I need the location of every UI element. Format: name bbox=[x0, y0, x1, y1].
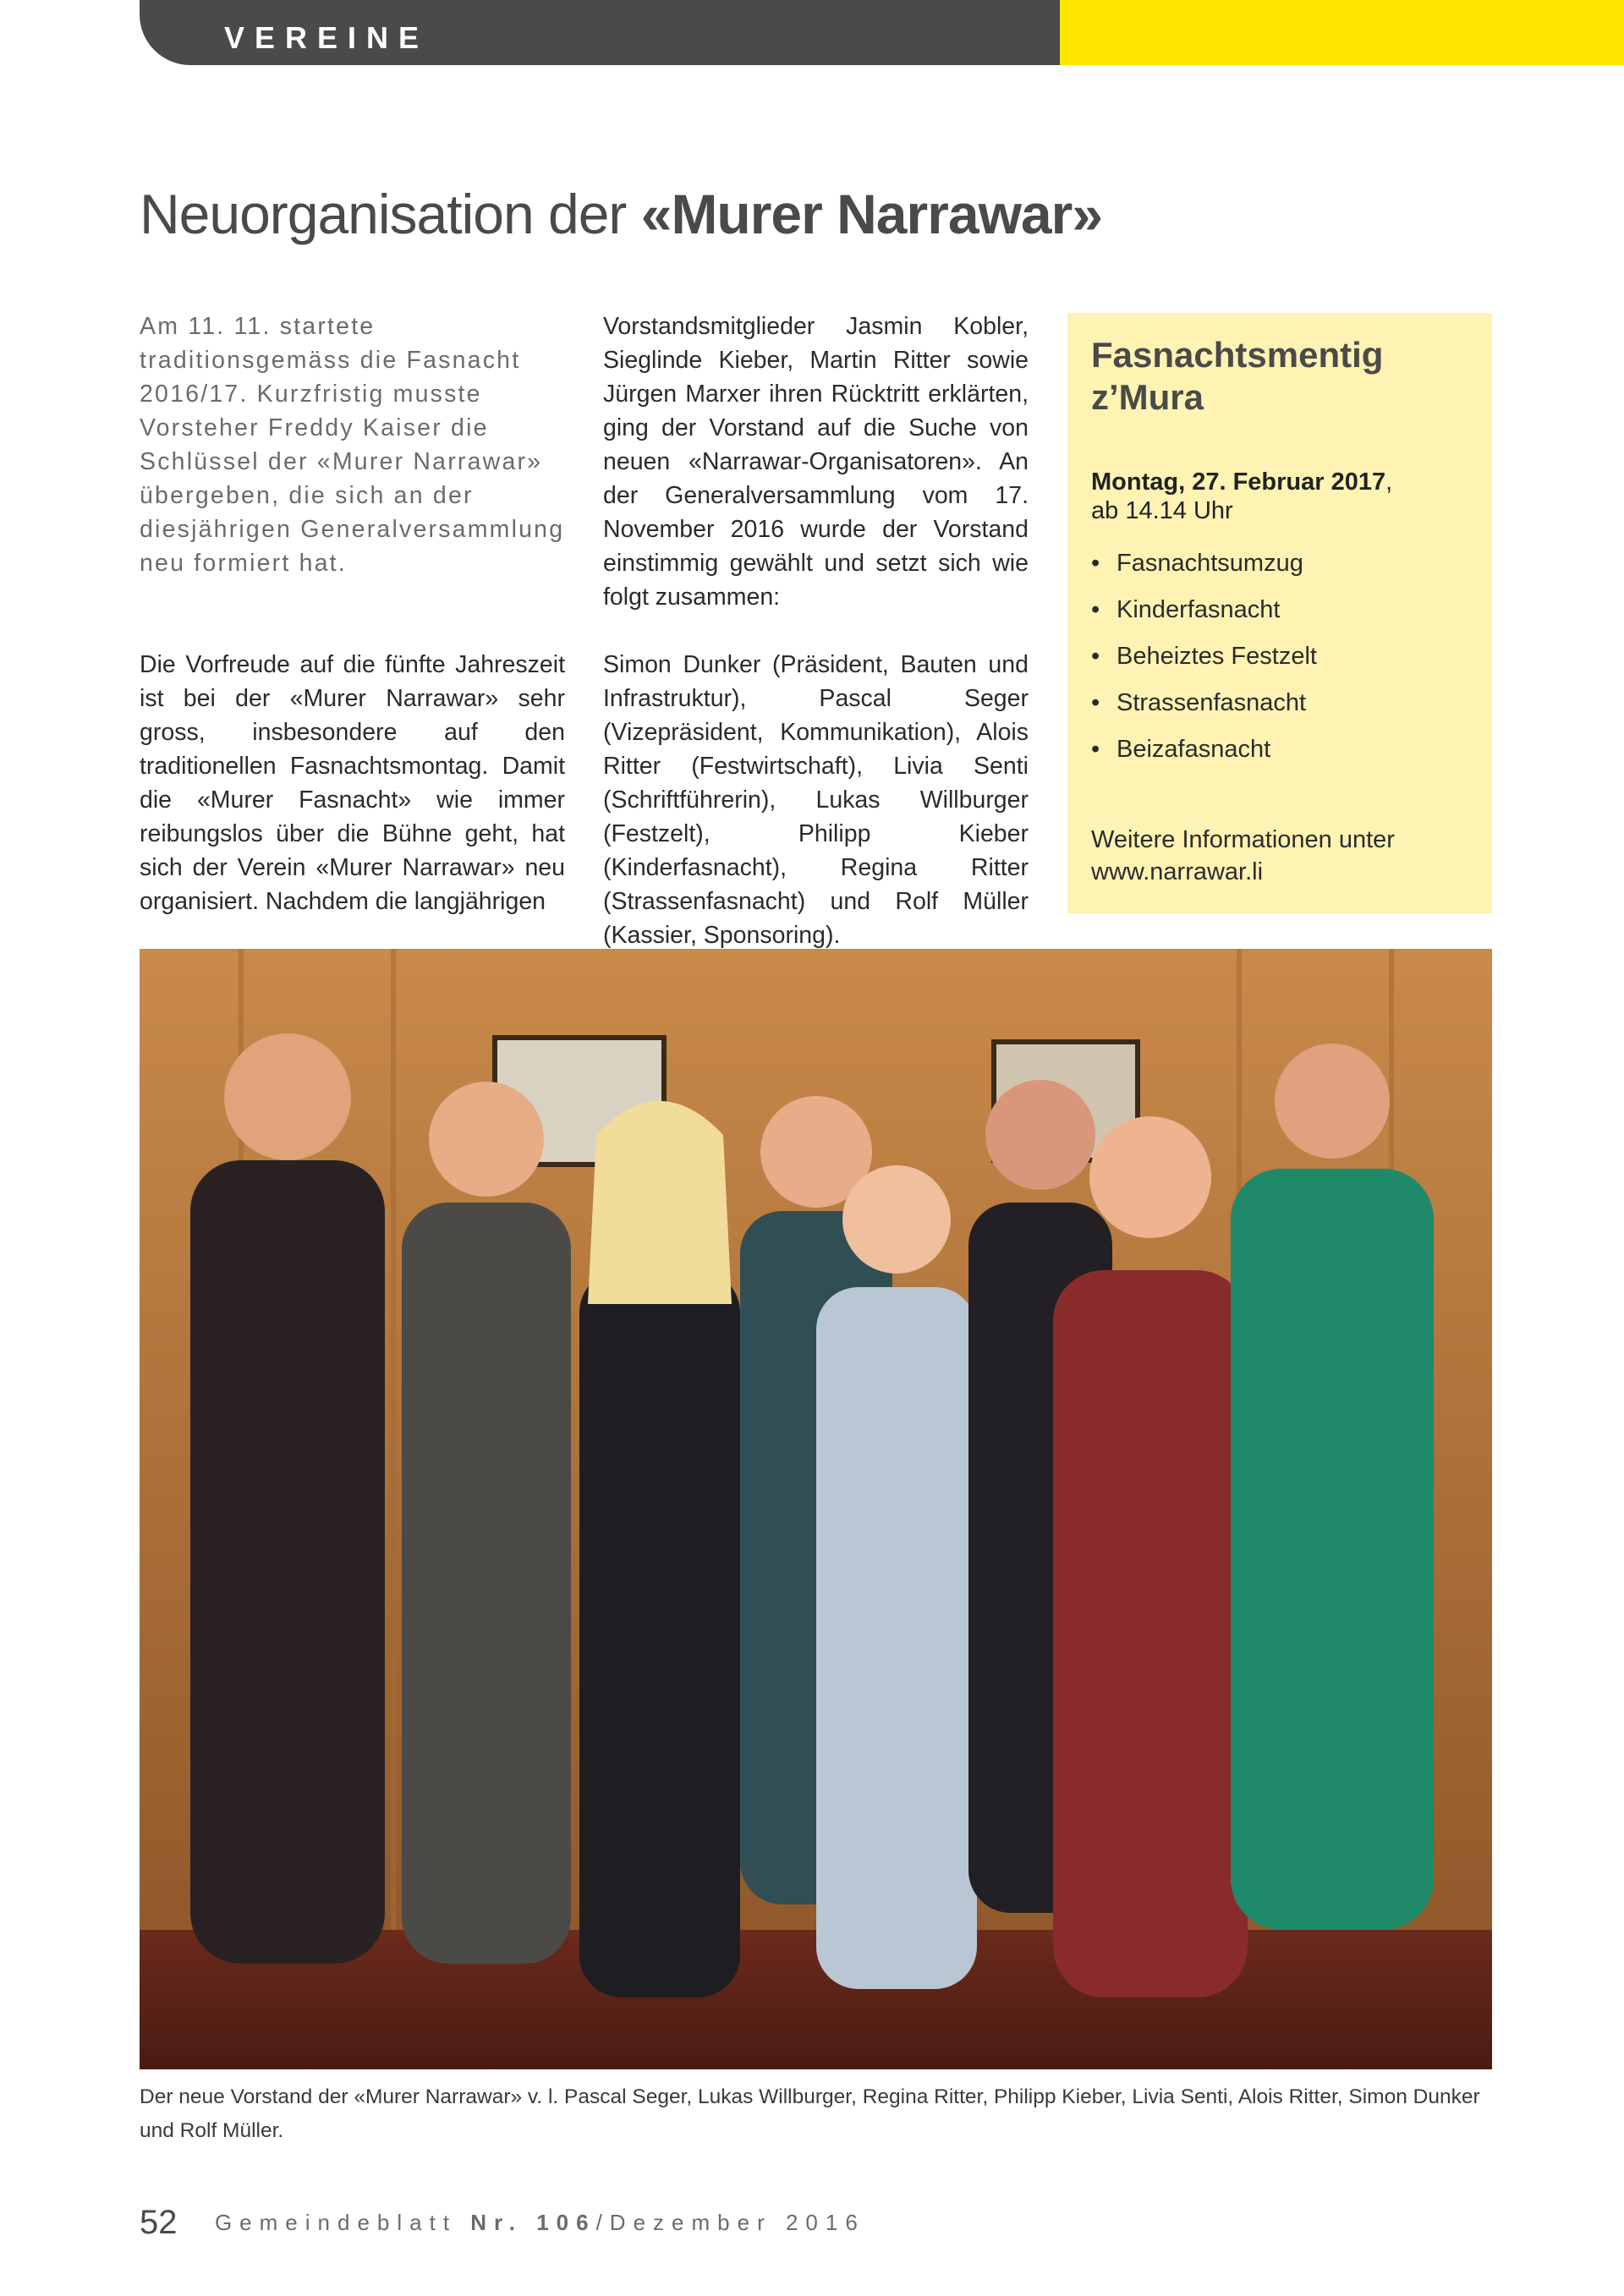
headline-bold: «Murer Narrawar» bbox=[640, 183, 1103, 245]
more-info: Weitere Informationen unter www.narrawar.li bbox=[1091, 826, 1395, 885]
headline-prefix: Neuorganisation der bbox=[140, 183, 641, 245]
group-photo-illustration bbox=[140, 949, 1492, 2069]
article-body-1: Die Vorfreude auf die fünfte Jahreszeit ist bei der «Murer Narrawar» sehr gross, insbesondere auf den traditionellen Fasnachtsmontag. Damit die «Murer Fasnacht» wie immer reibungslos über die Bühne geht, hat sich der Verein «Murer Narrawar» neu organisiert. Nachdem die langjährigen bbox=[140, 651, 565, 915]
list-item: • Strassenfasnacht bbox=[1091, 680, 1468, 726]
page-footer bbox=[140, 2204, 865, 2242]
infobox-title-line2: z’Mura bbox=[1091, 377, 1204, 417]
article-column-2 bbox=[603, 310, 1029, 952]
issue-info: Gemeindeblatt Nr. 106/Dezember 2016 bbox=[214, 2210, 865, 2235]
list-item: • Beheiztes Festzelt bbox=[1091, 633, 1468, 680]
article-body-2: Simon Dunker (Präsident, Bauten und Infrastruktur), Pascal Seger (Vizepräsident, Kommunikation), Alois Ritter (Festwirtschaft), Livia Senti (Schriftführerin), Lukas Willburger (Festzelt), Philipp Kieber (Kinderfasnacht), Regina Ritter (Strassenfasnacht) und Rolf Müller (Kassier, Sponsoring). bbox=[603, 651, 1029, 949]
event-list bbox=[1091, 540, 1468, 773]
section-tab bbox=[140, 0, 1060, 65]
event-time: ab 14.14 Uhr bbox=[1091, 497, 1233, 524]
event-date: Montag, 27. Februar 2017, ab 14.14 Uhr bbox=[1091, 469, 1393, 524]
list-item: • Kinderfasnacht bbox=[1091, 587, 1468, 633]
website-link[interactable]: www.narrawar.li bbox=[1091, 858, 1264, 885]
infobox-title-line1: Fasnachtsmentig bbox=[1091, 335, 1384, 375]
group-photo bbox=[140, 949, 1492, 2069]
list-item: • Beizafasnacht bbox=[1091, 726, 1468, 773]
article-column-1 bbox=[140, 310, 565, 918]
infobox-title bbox=[1091, 334, 1468, 419]
article-lead: Am 11. 11. startete traditionsgemäss die Fasnacht 2016/17. Kurzfristig musste Vorsteher Freddy Kaiser die Schlüssel der «Murer Narrawar» übergeben, die sich an der diesjährigen Generalversammlung neu formiert hat. bbox=[140, 313, 565, 577]
section-label: VEREINE bbox=[224, 20, 430, 55]
event-date-day: Montag, 27. Februar 2017 bbox=[1091, 469, 1386, 496]
event-infobox bbox=[1067, 313, 1492, 913]
article-body-1-continued: Vorstandsmitglieder Jasmin Kobler, Sieglinde Kieber, Martin Ritter sowie Jürgen Marxer ihren Rücktritt erklärten, ging der Vorstand auf die Suche von neuen «Narrawar-Organisatoren». An der Generalversammlung vom 17. November 2016 wurde der Vorstand einstimmig gewählt und setzt sich wie folgt zusammen: bbox=[603, 313, 1029, 611]
page-number: 52 bbox=[140, 2204, 178, 2241]
list-item: • Fasnachtsumzug bbox=[1091, 540, 1468, 587]
yellow-band bbox=[1060, 0, 1624, 65]
headline bbox=[140, 182, 1102, 246]
photo-caption: Der neue Vorstand der «Murer Narrawar» v. l. Pascal Seger, Lukas Willburger, Regina Ritter, Philipp Kieber, Livia Senti, Alois Ritter, Simon Dunker und Rolf Müller. bbox=[140, 2085, 1480, 2142]
